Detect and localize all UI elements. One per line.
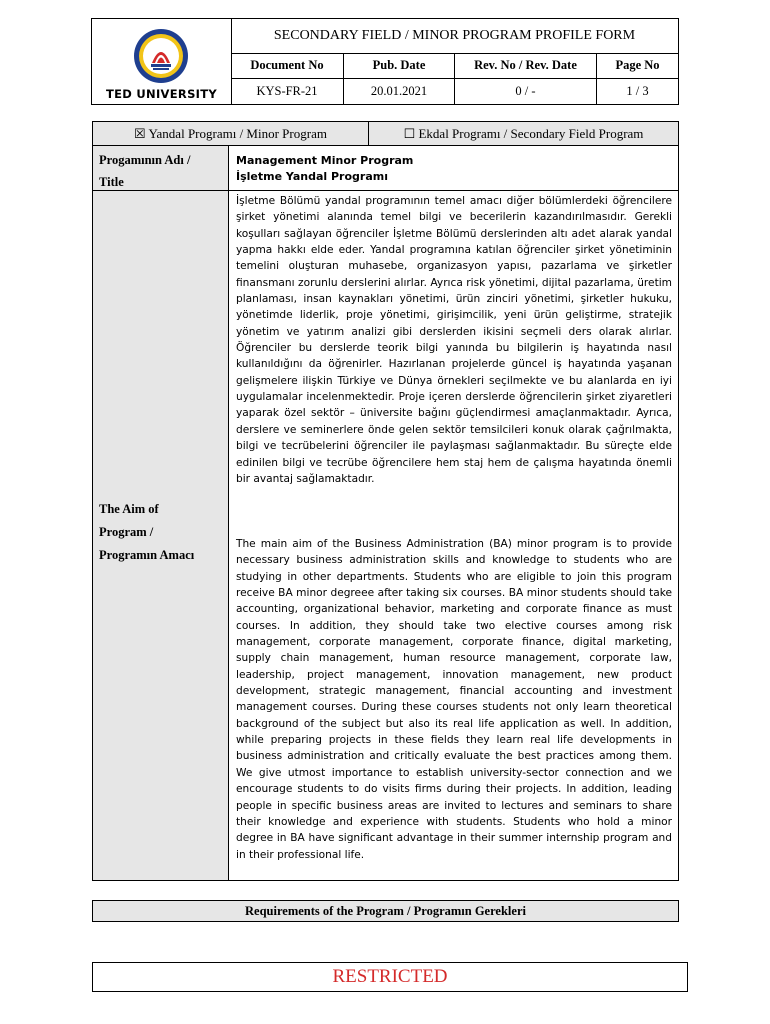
program-title-tr: İşletme Yandal Programı xyxy=(236,170,388,183)
page-no-value: 1 / 3 xyxy=(626,84,649,98)
aim-label-line2: Program / xyxy=(99,525,154,539)
header-labels-row xyxy=(231,53,678,79)
restricted-label: RESTRICTED xyxy=(92,962,688,992)
pub-date-value: 20.01.2021 xyxy=(344,78,455,104)
form-header xyxy=(91,18,679,105)
aim-text-english: The main aim of the Business Administration (BA) minor program is to provide necessary business administration skills and knowledge to students who are studying in other departments. Students who are eligible to join this program receive BA minor degreee after taking six courses. BA minor students should take accounting, organizational behavior, marketing and corporate finance as must courses. In addition, they should take two elective courses among risk management, corporate management, corporate finance, digital marketing, supply chain management, human resource management, corporate law, leadership, project management, innovation management, new product development, strategic management, financial accounting and investment management courses. During these courses students not only learn theoretical background of the subject but also its real life application as well. In addition, while preparing projects in these fields they learn real life developments in business administration and critically evaluate the best practices among them. We give utmost importance to establish university-sector connection and we encourage students to do visits firms during their projects. In addition, leading people in specific business areas are invited to lectures and seminars to share their knowledge and experience with students. Students who hold a minor degree in BA have significant advantage in their summer internship program and in their professional life. xyxy=(236,538,672,861)
aim-label-line1: The Aim of xyxy=(99,502,159,516)
secondary-field-checkbox[interactable]: ☐ Ekdal Programı / Secondary Field Program xyxy=(403,126,644,141)
rev-label: Rev. No / Rev. Date xyxy=(455,53,597,78)
header-values-row xyxy=(231,78,678,104)
label-column xyxy=(93,146,229,880)
ted-university-logo xyxy=(122,25,200,87)
aim-label-line3: Programın Amacı xyxy=(99,548,195,562)
page-no-label: Page No xyxy=(615,58,660,72)
form-title: SECONDARY FIELD / MINOR PROGRAM PROFILE FORM xyxy=(231,19,678,54)
program-type-row xyxy=(92,121,679,146)
title-label-line2: Title xyxy=(99,175,124,189)
university-name: TED UNIVERSITY xyxy=(105,87,218,101)
title-label-line1: Progamının Adı / xyxy=(99,153,191,167)
title-label xyxy=(99,149,224,193)
aim-label xyxy=(99,498,224,567)
aim-text-turkish: İşletme Bölümü yandal programının temel amacı diğer bölümlerdeki öğrencilere şirket yönetimi alanında temel bilgi ve becerilerin kazandırılmasıdır. Gerekli koşulları sağlayan öğrenciler İşletme Bölümü derslerinden altı adet alarak yandal yapma hakkı elde eder. Yandal programına katılan öğrenciler şirket yönetiminin temelini oluşturan muhasebe, organizasyon yapısı, pazarlama ve şirketler finansmanı zorunlu derslerini alırlar. Ayrıca risk yönetimi, dijital pazarlama, üretim planlaması, insan kaynakları yönetimi, ürün zinciri yönetimi, şirketler hukuku, yönetimde liderlik, proje yönetimi, girişimcilik, yeni ürün geliştirme, stratejik yönetim ve yatırım analizi gibi derslerden ikisini seçmeli ders olarak alırlar. Öğrenciler bu derslerde teorik bilgi yanında bu bilgilerin iş hayatında nasıl kullanıldığını da öğrenirler. Hazırlanan projelerde güncel iş hayatında yaşanan gelişmelere ilişkin Türkiye ve Dünya örnekleri seçilmekte ve bu alanlarda en iyi uygulamalar incelenmektedir. Proje içeren derslerde öğrencilerin şirket ziyaretleri yaparak özel sektör – üniversite bağını güçlendirmesi amaçlanmaktadır. Ayrıca, derslere ve seminerlere önde gelen sektör temsilcileri konuk olarak çağrılmakta, bilgi ve tecrübelerini öğrenciler ile paylaşması sağlanmaktadır. Bu süreçte elde edinilen bilgi ve tecrübe öğrencilere hem staj hem de çalışma hayatında önemli bir avantaj sağlamaktadır. xyxy=(236,195,672,485)
document-no-value: KYS-FR-21 xyxy=(231,78,344,104)
document-no-label: Document No xyxy=(231,53,344,78)
program-title-en: Management Minor Program xyxy=(236,154,414,167)
rev-value: 0 / - xyxy=(455,78,597,104)
pub-date-label: Pub. Date xyxy=(344,53,455,78)
program-profile-table xyxy=(92,146,679,881)
row-divider xyxy=(93,190,678,191)
minor-program-checkbox[interactable]: ☒ Yandal Programı / Minor Program xyxy=(93,122,369,145)
program-title-value xyxy=(236,153,676,185)
requirements-heading: Requirements of the Program / Programın Gerekleri xyxy=(92,900,679,922)
logo-cell xyxy=(92,19,232,104)
